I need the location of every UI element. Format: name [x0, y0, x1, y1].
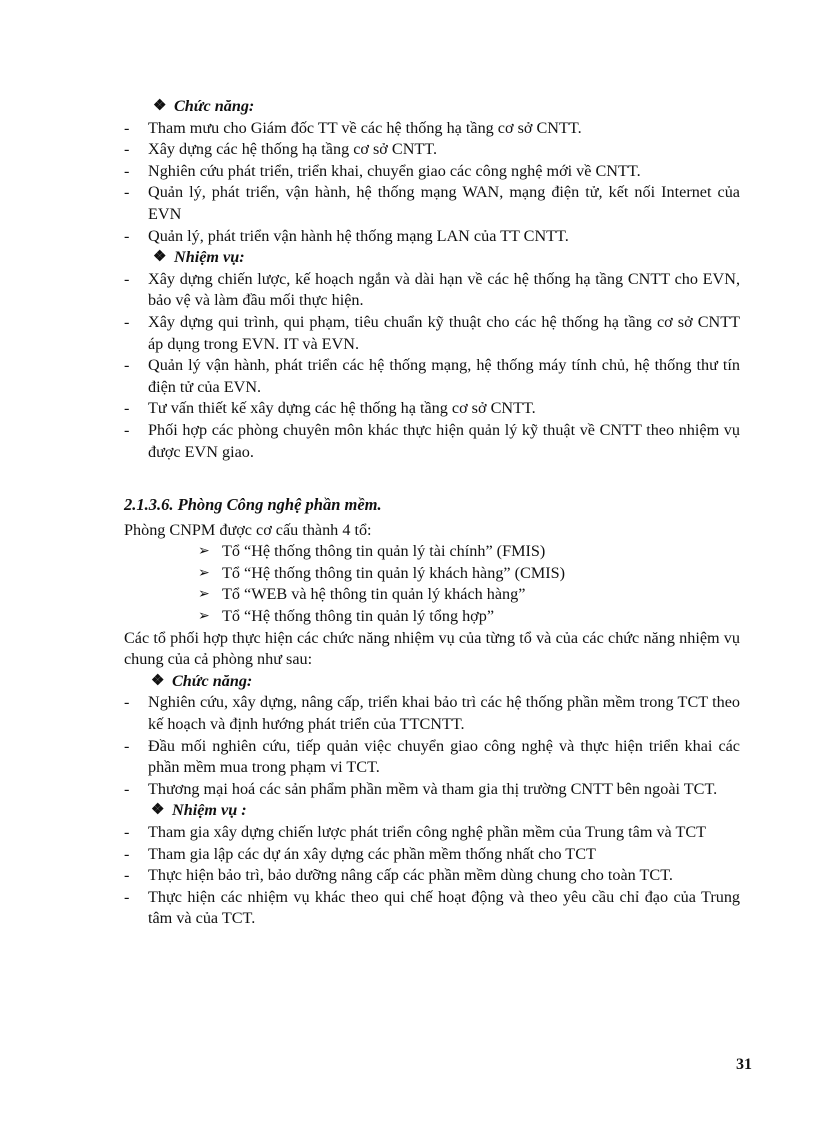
list-item	[124, 887, 740, 930]
list-item	[124, 118, 740, 140]
list-item	[124, 161, 740, 183]
dash-bullet: -	[124, 183, 130, 202]
list-item	[124, 226, 740, 248]
heading-chuc-nang-2	[148, 671, 740, 693]
diamond-bullet-icon: ❖	[153, 98, 167, 114]
diamond-bullet-icon: ❖	[151, 802, 165, 819]
list-item	[124, 736, 740, 779]
list-item-text: Đầu mối nghiên cứu, tiếp quản việc chuyển giao công nghệ và thực hiện triển khai các phần mềm mua trong phạm vi TCT.	[148, 736, 740, 777]
dash-bullet: -	[124, 226, 130, 245]
dash-bullet: -	[124, 269, 130, 288]
heading-nhiem-vu-2	[148, 800, 740, 822]
dash-bullet: -	[124, 161, 130, 180]
page-number: 31	[736, 1056, 752, 1073]
arrow-bullet-icon: ➢	[198, 609, 210, 625]
dash-bullet: -	[124, 844, 130, 863]
nhiem-vu-list-2	[124, 822, 740, 930]
list-item	[124, 182, 740, 225]
coordination-paragraph: Các tổ phối hợp thực hiện các chức năng nhiệm vụ của từng tổ và của các chức năng nhiệm vụ chung của cả phòng như sau:	[124, 628, 740, 669]
dash-bullet: -	[124, 736, 130, 755]
dash-bullet: -	[124, 399, 130, 418]
dash-bullet: -	[124, 693, 130, 712]
list-item-text: Xây dựng qui trình, qui phạm, tiêu chuẩn kỹ thuật cho các hệ thống hạ tầng cơ sở CNTT áp dụng trong EVN. IT và EVN.	[148, 312, 740, 353]
heading-chuc-nang-1	[150, 96, 740, 118]
group-item	[198, 584, 740, 606]
list-item-text: Thực hiện các nhiệm vụ khác theo qui chế hoạt động và theo yêu cầu chỉ đạo của Trung tâm và của TCT.	[148, 887, 740, 928]
heading-text: Nhiệm vụ :	[172, 801, 247, 820]
list-item	[124, 398, 740, 420]
list-item-text: Quản lý, phát triển, vận hành, hệ thống mạng WAN, mạng điện tử, kết nối Internet của EVN	[148, 183, 740, 223]
heading-nhiem-vu-1	[150, 247, 740, 269]
dash-bullet: -	[124, 420, 130, 439]
group-item	[198, 563, 740, 585]
dash-bullet: -	[124, 887, 130, 906]
list-item-text: Tham gia xây dựng chiến lược phát triển công nghệ phần mềm của Trung tâm và TCT	[148, 823, 707, 841]
dash-bullet: -	[124, 312, 130, 331]
list-item-text: Xây dựng các hệ thống hạ tầng cơ sở CNTT.	[148, 140, 438, 159]
list-item-text: Thực hiện bảo trì, bảo dưỡng nâng cấp các phần mềm dùng chung cho toàn TCT.	[148, 866, 673, 885]
heading-text: Nhiệm vụ:	[174, 248, 245, 267]
list-item-text: Tham gia lập các dự án xây dựng các phần mềm thống nhất cho TCT	[148, 844, 596, 863]
group-item	[198, 541, 740, 563]
page-content	[124, 96, 740, 930]
nhiem-vu-list-1	[124, 269, 740, 463]
arrow-bullet-icon: ➢	[198, 544, 210, 560]
list-item	[124, 420, 740, 463]
dash-bullet: -	[124, 356, 130, 375]
list-item-text: Quản lý, phát triển vận hành hệ thống mạng LAN của TT CNTT.	[148, 226, 569, 245]
group-item-text: Tổ “Hệ thống thông tin quản lý tổng hợp”	[222, 607, 495, 626]
list-item-text: Phối hợp các phòng chuyên môn khác thực hiện quản lý kỹ thuật về CNTT theo nhiệm vụ được EVN giao.	[148, 420, 740, 461]
list-item	[124, 844, 740, 866]
arrow-bullet-icon: ➢	[198, 565, 210, 581]
chuc-nang-list-2	[124, 692, 740, 800]
section-intro: Phòng CNPM được cơ cấu thành 4 tổ:	[124, 520, 372, 539]
list-item	[124, 822, 740, 844]
group-list	[198, 541, 740, 627]
list-item	[124, 692, 740, 735]
list-item-text: Quản lý vận hành, phát triển các hệ thống mạng, hệ thống máy tính chủ, hệ thống thư tín điện tử của EVN.	[148, 356, 740, 396]
list-item	[124, 865, 740, 887]
list-item	[124, 312, 740, 355]
group-item-text: Tổ “WEB và hệ thông tin quản lý khách hàng”	[222, 585, 526, 604]
diamond-bullet-icon: ❖	[151, 672, 165, 689]
dash-bullet: -	[124, 118, 130, 137]
list-item-text: Xây dựng chiến lược, kế hoạch ngắn và dài hạn về các hệ thống hạ tầng CNTT cho EVN, bảo vệ và làm đầu mối thực hiện.	[148, 269, 740, 310]
section-title: 2.1.3.6. Phòng Công nghệ phần mềm.	[124, 495, 382, 515]
list-item	[124, 139, 740, 161]
dash-bullet: -	[124, 866, 130, 885]
list-item	[124, 269, 740, 312]
list-item-text: Nghiên cứu, xây dựng, nâng cấp, triển khai bảo trì các hệ thống phần mềm trong TCT theo kế hoạch và định hướng phát triển của TTCNTT.	[148, 693, 740, 734]
list-item	[124, 779, 740, 801]
chuc-nang-list-1	[124, 118, 740, 248]
group-item-text: Tổ “Hệ thống thông tin quản lý khách hàng” (CMIS)	[222, 563, 566, 582]
heading-text: Chức năng:	[174, 97, 255, 115]
group-item	[198, 606, 740, 628]
dash-bullet: -	[124, 823, 130, 841]
arrow-bullet-icon: ➢	[198, 587, 210, 603]
list-item-text: Thương mại hoá các sản phẩm phần mềm và tham gia thị trường CNTT bên ngoài TCT.	[148, 779, 718, 798]
group-item-text: Tổ “Hệ thống thông tin quản lý tài chính” (FMIS)	[222, 542, 546, 561]
list-item-text: Tư vấn thiết kế xây dựng các hệ thống hạ tầng cơ sở CNTT.	[148, 399, 536, 418]
list-item-text: Tham mưu cho Giám đốc TT về các hệ thống hạ tầng cơ sở CNTT.	[148, 118, 582, 137]
dash-bullet: -	[124, 140, 130, 159]
heading-text: Chức năng:	[172, 671, 253, 690]
list-item-text: Nghiên cứu phát triển, triển khai, chuyển giao các công nghệ mới về CNTT.	[148, 161, 641, 180]
diamond-bullet-icon: ❖	[153, 249, 167, 266]
dash-bullet: -	[124, 779, 130, 798]
list-item	[124, 355, 740, 398]
